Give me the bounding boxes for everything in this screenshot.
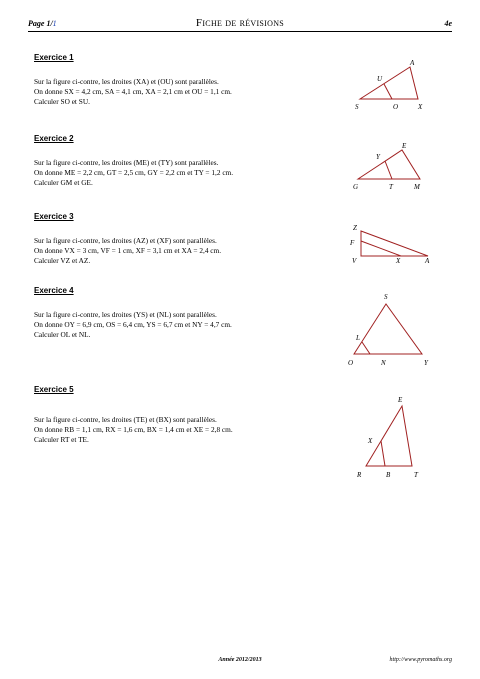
vertex-label: A	[425, 257, 430, 265]
school-year: Année 2012/2013	[218, 657, 262, 663]
vertex-label: E	[398, 396, 403, 404]
exercise-title: Exercice 5	[34, 385, 74, 394]
figure-4	[340, 290, 440, 375]
exercise-question: Calculer RT et TE.	[34, 435, 89, 444]
figure-5	[340, 393, 440, 488]
figure-2	[350, 138, 440, 203]
vertex-label: A	[410, 59, 415, 67]
vertex-label: V	[352, 257, 357, 265]
exercise-5	[34, 385, 334, 445]
exercise-question: Calculer OL et NL.	[34, 330, 91, 339]
exercise-title: Exercice 1	[34, 53, 74, 62]
figure-3	[350, 220, 440, 275]
exercise-question: Calculer SO et SU.	[34, 97, 90, 106]
vertex-label: Y	[376, 153, 380, 161]
exercise-2	[34, 134, 334, 188]
vertex-label: O	[393, 103, 399, 111]
vertex-label: M	[414, 183, 420, 191]
exercise-statement: Sur la figure ci-contre, les droites (TE) et (BX) sont parallèles.	[34, 415, 217, 424]
vertex-label: X	[396, 257, 401, 265]
exercise-4	[34, 286, 334, 340]
exercise-1	[34, 53, 334, 107]
exercise-question: Calculer GM et GE.	[34, 178, 93, 187]
exercise-givens: On donne VX = 3 cm, VF = 1 cm, XF = 3,1 cm et XA = 2,4 cm.	[34, 246, 222, 255]
vertex-label: X	[368, 437, 373, 445]
vertex-label: S	[355, 103, 359, 111]
exercise-statement: Sur la figure ci-contre, les droites (ME) et (TY) sont parallèles.	[34, 158, 219, 167]
vertex-label: E	[402, 142, 407, 150]
exercise-3	[34, 212, 334, 266]
exercise-givens: On donne SX = 4,2 cm, SA = 4,1 cm, XA = 2,1 cm et OU = 1,1 cm.	[34, 87, 232, 96]
header-rule	[28, 31, 452, 32]
exercise-title: Exercice 3	[34, 212, 74, 221]
class-level: 4e	[444, 19, 452, 28]
exercise-givens: On donne RB = 1,1 cm, RX = 1,6 cm, BX = 1,4 cm et XE = 2,8 cm.	[34, 425, 233, 434]
exercise-question: Calculer VZ et AZ.	[34, 256, 91, 265]
page-title: Fiche de révisions	[195, 17, 285, 29]
page-number: Page 1/1	[28, 19, 57, 28]
exercise-title: Exercice 4	[34, 286, 74, 295]
exercise-statement: Sur la figure ci-contre, les droites (YS) et (NL) sont parallèles.	[34, 310, 217, 319]
vertex-label: N	[381, 359, 386, 367]
vertex-label: F	[350, 239, 355, 247]
vertex-label: L	[356, 334, 360, 342]
exercise-givens: On donne ME = 2,2 cm, GT = 2,5 cm, GY = 2,2 cm et TY = 1,2 cm.	[34, 168, 234, 177]
exercise-statement: Sur la figure ci-contre, les droites (XA) et (OU) sont parallèles.	[34, 77, 219, 86]
vertex-label: R	[357, 471, 362, 479]
exercise-givens: On donne OY = 6,9 cm, OS = 6,4 cm, YS = 6,7 cm et NY = 4,7 cm.	[34, 320, 232, 329]
vertex-label: T	[414, 471, 418, 479]
vertex-label: U	[377, 75, 383, 83]
vertex-label: O	[348, 359, 354, 367]
page-link[interactable]: 1	[52, 19, 57, 28]
vertex-label: Z	[353, 224, 357, 232]
vertex-label: S	[384, 293, 388, 301]
footer-link[interactable]: http://www.pyromaths.org	[389, 657, 452, 663]
page-header	[28, 17, 452, 33]
vertex-label: B	[386, 471, 391, 479]
figure-1	[350, 55, 440, 120]
exercise-title: Exercice 2	[34, 134, 74, 143]
vertex-label: X	[418, 103, 423, 111]
exercise-statement: Sur la figure ci-contre, les droites (AZ) et (XF) sont parallèles.	[34, 236, 217, 245]
vertex-label: G	[353, 183, 359, 191]
vertex-label: Y	[424, 359, 428, 367]
vertex-label: T	[389, 183, 393, 191]
